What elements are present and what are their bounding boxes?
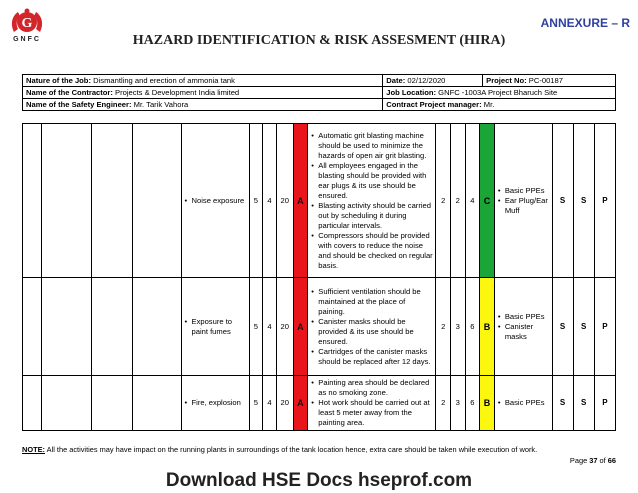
status-cell-3: P — [594, 376, 615, 431]
status-cell-3: P — [594, 124, 615, 278]
status-cell-3: P — [594, 278, 615, 376]
job-location-cell: Job Location: GNFC -1003A Project Bharuch Site — [383, 87, 616, 99]
control-measures-cell: • Automatic grit blasting machine should be used to minimize the hazards of open air grit blasting. • All employees engaged in the blasting should be provided with ear plugs & its use should be ensured. • Blasting activity should be carried out by scheduling it during particular intervals. • Compressors should be provided with covers to reduce the noise and should be checked on regular basis. — [308, 124, 436, 278]
footnote — [22, 445, 537, 454]
project-manager-cell: Contract Project manager: Mr. — [383, 99, 616, 111]
status-cell-2: S — [573, 376, 594, 431]
residual-likelihood-cell: 2 — [451, 124, 466, 278]
residual-risk-level-badge: C — [480, 124, 495, 278]
project-no-cell: Project No: PC-00187 — [483, 75, 616, 87]
residual-risk-score-cell: 6 — [465, 278, 480, 376]
risk-score-cell: 20 — [276, 376, 293, 431]
table-row — [23, 124, 616, 278]
risk-score-cell: 20 — [276, 278, 293, 376]
info-row-contractor — [23, 87, 616, 99]
residual-likelihood-cell: 3 — [451, 376, 466, 431]
table-row — [23, 376, 616, 431]
hazard-cell: • Fire, explosion — [181, 376, 249, 431]
download-banner: Download HSE Docs hseprof.com — [165, 470, 473, 491]
severity-cell: 5 — [249, 376, 263, 431]
svg-text:G: G — [21, 16, 33, 31]
hazard-cell: • Exposure to paint fumes — [181, 278, 249, 376]
date-cell: Date: 02/12/2020 — [383, 75, 483, 87]
ppe-cell: • Basic PPEs — [494, 376, 552, 431]
status-cell-1: S — [552, 124, 573, 278]
page-title: HAZARD IDENTIFICATION & RISK ASSESMENT (HIRA) — [132, 33, 506, 48]
annexure-label: ANNEXURE – R — [540, 16, 630, 30]
ppe-cell: • Basic PPEs • Canister masks — [494, 278, 552, 376]
likelihood-cell: 4 — [263, 376, 277, 431]
risk-level-badge: A — [293, 124, 308, 278]
control-measures-cell: • Sufficient ventilation should be maintained at the place of paining. • Canister masks should be provided & its use should be ensured. • Cartridges of the canister masks should be replaced after 12 days. — [308, 278, 436, 376]
risk-level-badge: A — [293, 376, 308, 431]
severity-cell: 5 — [249, 278, 263, 376]
ppe-cell: • Basic PPEs • Ear Plug/Ear Muff — [494, 124, 552, 278]
info-row-job — [23, 75, 616, 87]
status-cell-1: S — [552, 376, 573, 431]
residual-likelihood-cell: 3 — [451, 278, 466, 376]
residual-severity-cell: 2 — [436, 278, 451, 376]
residual-severity-cell: 2 — [436, 124, 451, 278]
hira-table — [22, 123, 616, 431]
residual-risk-score-cell: 6 — [465, 376, 480, 431]
residual-risk-level-badge: B — [480, 278, 495, 376]
logo-text: GNFC — [13, 36, 41, 43]
note-label: NOTE: — [22, 445, 45, 454]
job-info-table — [22, 74, 616, 111]
status-cell-1: S — [552, 278, 573, 376]
info-row-engineer — [23, 99, 616, 111]
risk-level-badge: A — [293, 278, 308, 376]
residual-risk-score-cell: 4 — [465, 124, 480, 278]
residual-risk-level-badge: B — [480, 376, 495, 431]
gnfc-emblem-icon — [6, 8, 48, 36]
table-row — [23, 278, 616, 376]
status-cell-2: S — [573, 278, 594, 376]
likelihood-cell: 4 — [263, 124, 277, 278]
likelihood-cell: 4 — [263, 278, 277, 376]
safety-engineer-cell: Name of the Safety Engineer: Mr. Tarik Vahora — [23, 99, 383, 111]
contractor-cell: Name of the Contractor: Projects & Development India limited — [23, 87, 383, 99]
job-nature-cell: Nature of the Job: Dismantling and erection of ammonia tank — [23, 75, 383, 87]
page-number: Page 37 of 66 — [569, 456, 616, 465]
severity-cell: 5 — [249, 124, 263, 278]
note-text: All the activities may have impact on the running plants in surroundings of the tank location hence, extra care should be taken while execution of work. — [45, 445, 538, 454]
control-measures-cell: • Painting area should be declared as no smoking zone. • Hot work should be carried out at least 5 meter away from the painting area. — [308, 376, 436, 431]
residual-severity-cell: 2 — [436, 376, 451, 431]
risk-score-cell: 20 — [276, 124, 293, 278]
hazard-cell: • Noise exposure — [181, 124, 249, 278]
status-cell-2: S — [573, 124, 594, 278]
